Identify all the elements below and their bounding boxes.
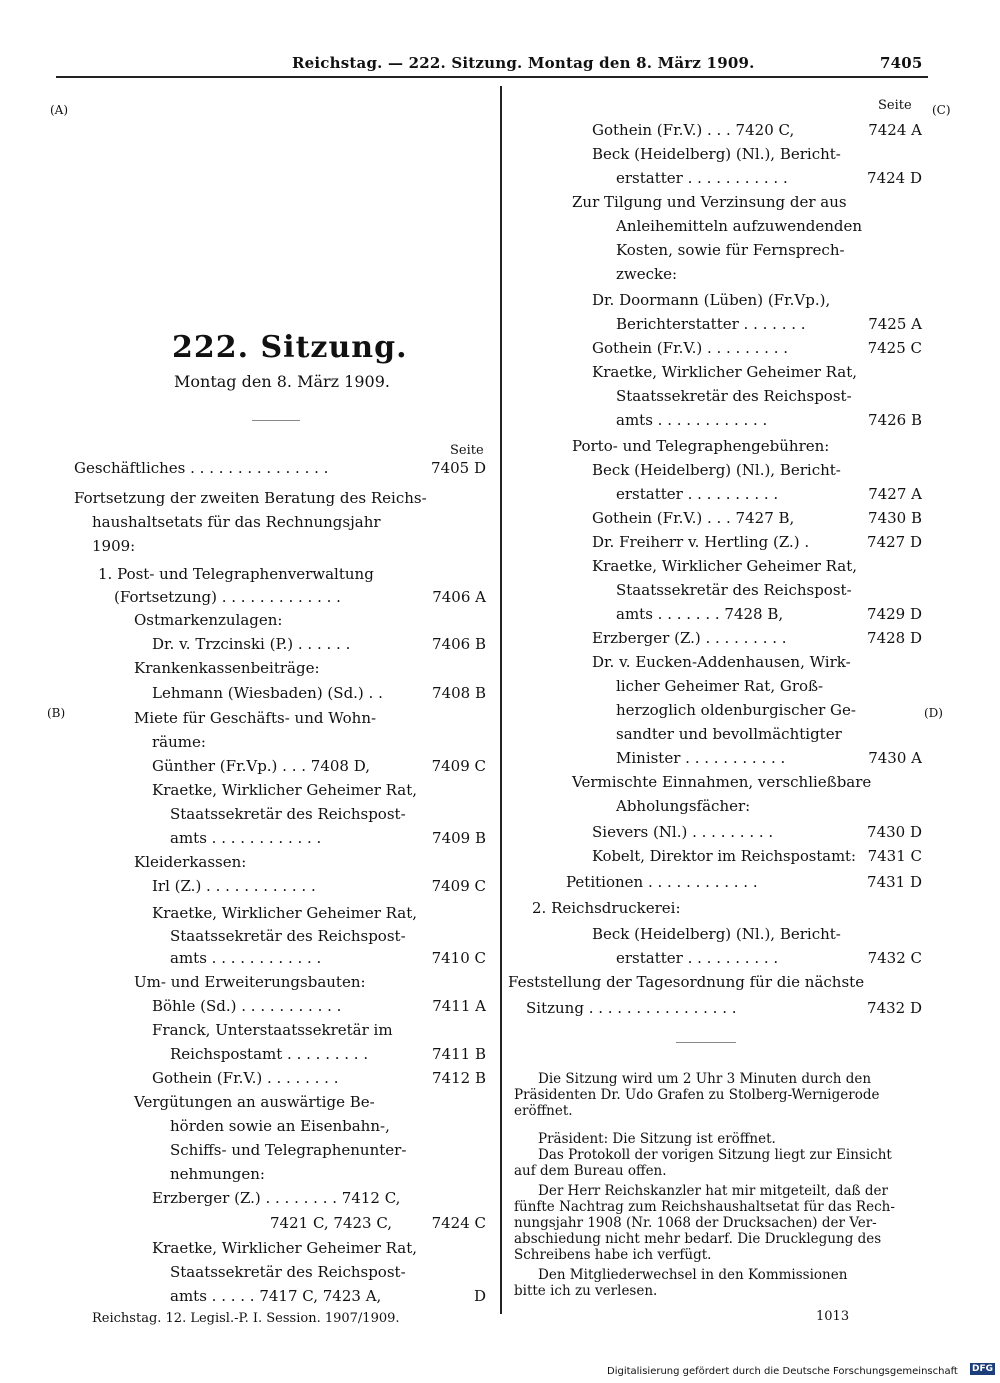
minutes-line: Der Herr Reichskanzler hat mir mitgeteilt, daß der (538, 1183, 888, 1199)
right-toc-text: Sievers (Nl.) . . . . . . . . . (592, 823, 774, 841)
left-toc-text: Reichspostamt . . . . . . . . . (170, 1045, 369, 1063)
minutes-line: nungsjahr 1908 (Nr. 1068 der Drucksachen) der Ver- (514, 1215, 877, 1231)
right-toc-page-ref: 7427 D (867, 533, 922, 551)
right-toc-text: Zur Tilgung und Verzinsung der aus (572, 193, 847, 211)
right-toc-text: Beck (Heidelberg) (Nl.), Bericht- (592, 145, 841, 163)
minutes-line: fünfte Nachtrag zum Reichshaushaltsetat für das Rech- (514, 1199, 895, 1215)
right-toc-text: Berichterstatter . . . . . . . (616, 315, 806, 333)
margin-mark-d: (D) (924, 706, 943, 720)
right-toc-page-ref: 7431 D (867, 873, 922, 891)
right-toc-text: Beck (Heidelberg) (Nl.), Bericht- (592, 925, 841, 943)
left-toc-text: Staatssekretär des Reichspost- (170, 1263, 406, 1281)
right-toc-text: Kraetke, Wirklicher Geheimer Rat, (592, 363, 858, 381)
left-toc-text: amts . . . . . . . . . . . . (170, 949, 322, 967)
right-toc-text: licher Geheimer Rat, Groß- (616, 677, 824, 695)
right-toc-text: Porto- und Telegraphengebühren: (572, 437, 830, 455)
left-seite-label: Seite (450, 443, 484, 458)
left-toc-text: Schiffs- und Telegraphenunter- (170, 1141, 407, 1159)
right-toc-text: Gothein (Fr.V.) . . . 7420 C, (592, 121, 795, 139)
minutes-line: Schreibens habe ich verfügt. (514, 1247, 712, 1263)
left-toc-page-ref: 7409 C (431, 877, 486, 895)
right-toc-page-ref: 7430 B (868, 509, 922, 527)
session-title: 222. Sitzung. (172, 330, 408, 365)
left-toc-text: räume: (152, 733, 206, 751)
right-toc-text: amts . . . . . . . . . . . . (616, 411, 768, 429)
right-toc-text: Erzberger (Z.) . . . . . . . . . (592, 629, 787, 647)
left-toc-text: amts . . . . . 7417 C, 7423 A, (170, 1287, 382, 1305)
left-toc-text: 1. Post- und Telegraphenverwaltung (98, 565, 374, 583)
right-toc-text: Sitzung . . . . . . . . . . . . . . . . (526, 999, 737, 1017)
left-toc-page-ref: 7411 B (432, 1045, 486, 1063)
left-toc-page-ref: 7411 A (432, 997, 486, 1015)
right-toc-text: erstatter . . . . . . . . . . (616, 949, 779, 967)
footer-sheet-number: 1013 (816, 1309, 850, 1324)
left-toc-text: nehmungen: (170, 1165, 265, 1183)
right-toc-page-ref: 7430 D (867, 823, 922, 841)
right-toc-page-ref: 7424 D (867, 169, 922, 187)
right-toc-text: Staatssekretär des Reichspost- (616, 581, 852, 599)
minutes-line: Präsidenten Dr. Udo Grafen zu Stolberg-Wernigerode (514, 1087, 880, 1103)
right-toc-page-ref: 7432 D (867, 999, 922, 1017)
right-toc-text: 2. Reichsdruckerei: (532, 899, 681, 917)
right-toc-text: Dr. Doormann (Lüben) (Fr.Vp.), (592, 291, 831, 309)
right-toc-text: Staatssekretär des Reichspost- (616, 387, 852, 405)
right-toc-page-ref: 7426 B (868, 411, 922, 429)
right-toc-text: Petitionen . . . . . . . . . . . . (566, 873, 758, 891)
left-toc-text: Um- und Erweiterungsbauten: (134, 973, 366, 991)
column-divider (500, 86, 502, 1314)
right-toc-text: Kosten, sowie für Fernsprech- (616, 241, 845, 259)
minutes-line: auf dem Bureau offen. (514, 1163, 667, 1179)
session-date: Montag den 8. März 1909. (174, 372, 390, 391)
right-toc-text: Vermischte Einnahmen, verschließbare (572, 773, 872, 791)
running-title: Reichstag. — 222. Sitzung. Montag den 8. März 1909. (292, 54, 755, 72)
right-toc-text: Abholungsfächer: (616, 797, 751, 815)
right-toc-text: Dr. Freiherr v. Hertling (Z.) . (592, 533, 810, 551)
right-toc-page-ref: 7430 A (868, 749, 922, 767)
left-toc-text: haushaltsetats für das Rechnungsjahr (92, 513, 381, 531)
right-toc-page-ref: 7429 D (867, 605, 922, 623)
left-toc-text: Irl (Z.) . . . . . . . . . . . . (152, 877, 316, 895)
right-toc-text: erstatter . . . . . . . . . . . (616, 169, 788, 187)
left-toc-text: Böhle (Sd.) . . . . . . . . . . . (152, 997, 342, 1015)
left-toc-page-ref: 7406 A (432, 588, 486, 606)
right-toc-text: Dr. v. Eucken-Addenhausen, Wirk- (592, 653, 851, 671)
left-toc-text: Kraetke, Wirklicher Geheimer Rat, (152, 1239, 418, 1257)
right-toc-page-ref: 7428 D (867, 629, 922, 647)
left-toc-page-ref: 7409 B (432, 829, 486, 847)
right-toc-page-ref: 7431 C (867, 847, 922, 865)
margin-mark-c: (C) (932, 103, 951, 117)
left-toc-text: Staatssekretär des Reichspost- (170, 805, 406, 823)
left-toc-text: Fortsetzung der zweiten Beratung des Reichs- (74, 489, 427, 507)
page-number: 7405 (880, 54, 923, 72)
left-toc-text: Kleiderkassen: (134, 853, 247, 871)
minutes-line: Die Sitzung wird um 2 Uhr 3 Minuten durch den (538, 1071, 872, 1087)
margin-mark-a: (A) (50, 103, 69, 117)
toc-end-separator (676, 1042, 736, 1043)
minutes-line: Den Mitgliederwechsel in den Kommissionen (538, 1267, 848, 1283)
left-toc-text: hörden sowie an Eisenbahn-, (170, 1117, 390, 1135)
right-toc-page-ref: 7425 C (867, 339, 922, 357)
minutes-line: Das Protokoll der vorigen Sitzung liegt zur Einsicht (538, 1147, 892, 1163)
dfg-logo: DFG (972, 1364, 994, 1374)
right-toc-text: Beck (Heidelberg) (Nl.), Bericht- (592, 461, 841, 479)
right-toc-page-ref: 7432 C (867, 949, 922, 967)
right-toc-text: Gothein (Fr.V.) . . . . . . . . . (592, 339, 789, 357)
right-toc-text: erstatter . . . . . . . . . . (616, 485, 779, 503)
header-rule (56, 76, 928, 78)
left-toc-text: Kraetke, Wirklicher Geheimer Rat, (152, 904, 418, 922)
left-toc-page-ref: 7409 C (431, 757, 486, 775)
right-toc-text: Anleihemitteln aufzuwendenden (616, 217, 863, 235)
right-toc-text: sandter und bevollmächtigter (616, 725, 842, 743)
left-toc-text: Erzberger (Z.) . . . . . . . . 7412 C, (152, 1189, 401, 1207)
right-toc-page-ref: 7424 A (868, 121, 922, 139)
minutes-line: bitte ich zu verlesen. (514, 1283, 658, 1299)
left-toc-text: Ostmarkenzulagen: (134, 611, 283, 629)
left-toc-text: (Fortsetzung) . . . . . . . . . . . . . (114, 588, 341, 606)
left-toc-text: 7421 C, 7423 C, (270, 1214, 393, 1232)
minutes-line: abschiedung nicht mehr bedarf. Die Drucklegung des (514, 1231, 882, 1247)
left-toc-text: Staatssekretär des Reichspost- (170, 927, 406, 945)
right-toc-text: herzoglich oldenburgischer Ge- (616, 701, 856, 719)
right-toc-text: Kraetke, Wirklicher Geheimer Rat, (592, 557, 858, 575)
left-toc-text: amts . . . . . . . . . . . . (170, 829, 322, 847)
left-toc-text: Gothein (Fr.V.) . . . . . . . . (152, 1069, 339, 1087)
right-seite-label: Seite (878, 98, 912, 113)
margin-mark-b: (B) (47, 706, 66, 720)
left-toc-text: Miete für Geschäfts- und Wohn- (134, 709, 377, 727)
left-toc-page-ref: D (473, 1287, 486, 1305)
left-toc-text: Günther (Fr.Vp.) . . . 7408 D, (152, 757, 370, 775)
left-toc-text: Geschäftliches . . . . . . . . . . . . . . . (74, 459, 329, 477)
right-toc-text: Feststellung der Tagesordnung für die nächste (508, 973, 865, 991)
left-toc-text: Vergütungen an auswärtige Be- (134, 1093, 375, 1111)
right-toc-text: Gothein (Fr.V.) . . . 7427 B, (592, 509, 795, 527)
right-toc-text: Kobelt, Direktor im Reichspostamt: (592, 847, 856, 865)
left-toc-text: Kraetke, Wirklicher Geheimer Rat, (152, 781, 418, 799)
left-toc-page-ref: 7410 C (431, 949, 486, 967)
left-toc-text: Franck, Unterstaatssekretär im (152, 1021, 393, 1039)
footer-imprint: Reichstag. 12. Legisl.-P. I. Session. 1907/1909. (92, 1311, 400, 1326)
left-toc-text: Dr. v. Trzcinski (P.) . . . . . . (152, 635, 351, 653)
left-toc-page-ref: 7412 B (432, 1069, 486, 1087)
left-toc-page-ref: 7424 C (431, 1214, 486, 1232)
left-toc-page-ref: 7405 D (431, 459, 486, 477)
minutes-line: Präsident: Die Sitzung ist eröffnet. (538, 1131, 776, 1147)
right-toc-text: zwecke: (616, 265, 678, 283)
digitization-credit: Digitalisierung gefördert durch die Deutsche Forschungsgemeinschaft (607, 1366, 958, 1377)
title-separator (252, 420, 300, 421)
left-toc-text: 1909: (92, 537, 136, 555)
right-toc-text: Minister . . . . . . . . . . . (616, 749, 786, 767)
left-toc-text: Lehmann (Wiesbaden) (Sd.) . . (152, 684, 383, 702)
right-toc-text: amts . . . . . . . 7428 B, (616, 605, 784, 623)
left-toc-page-ref: 7408 B (432, 684, 486, 702)
minutes-line: eröffnet. (514, 1103, 573, 1119)
left-toc-text: Krankenkassenbeiträge: (134, 659, 320, 677)
right-toc-page-ref: 7427 A (868, 485, 922, 503)
right-toc-page-ref: 7425 A (868, 315, 922, 333)
left-toc-page-ref: 7406 B (432, 635, 486, 653)
